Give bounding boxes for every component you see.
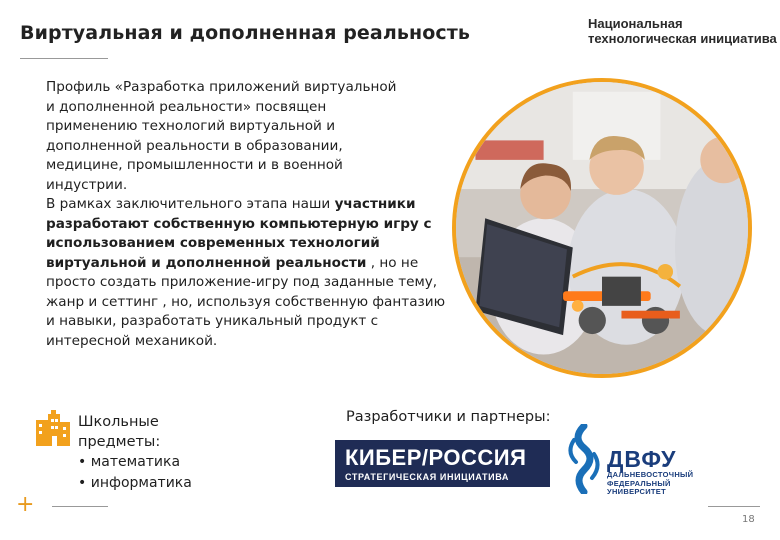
- description-line: и дополненной реальности» посвящен: [46, 98, 327, 115]
- page-number: 18: [742, 514, 755, 525]
- description-line: Профиль «Разработка приложений виртуальной: [46, 79, 397, 95]
- list-item: • информатика: [78, 473, 192, 494]
- nti-logo-line1: Национальная: [588, 16, 683, 31]
- description-line: дополненной реальности в образовании,: [46, 137, 343, 154]
- students-photo-illustration: [456, 82, 748, 374]
- footer-rule-right: [708, 506, 760, 507]
- school-building-icon: [36, 410, 70, 446]
- fefu-logo-line2: ФЕДЕРАЛЬНЫЙ: [607, 478, 671, 488]
- paragraph-intro: В рамках заключительного этапа наши: [46, 196, 335, 212]
- school-subjects: [78, 412, 192, 494]
- paragraph-rest: , но не просто создать приложение-игру под заданные тему, жанр и сеттинг , но, используя собственную фантазию и навыки, разработать уникальный продукт с интересной механикой.: [46, 254, 446, 349]
- partners-label: Разработчики и партнеры:: [346, 409, 551, 425]
- plus-icon: +: [16, 492, 35, 517]
- fefu-wave-icon: [566, 424, 604, 494]
- title-underline: [20, 58, 108, 59]
- fefu-logo: [607, 448, 693, 497]
- description-line: индустрии.: [46, 176, 128, 193]
- students-photo: [452, 78, 752, 378]
- fefu-logo-line3: УНИВЕРСИТЕТ: [607, 487, 666, 496]
- cyber-logo-sub: СТРАТЕГИЧЕСКАЯ ИНИЦИАТИВА: [345, 472, 509, 482]
- description-paragraph-2: [46, 195, 446, 351]
- slide-title: Виртуальная и дополненная реальность: [20, 22, 470, 44]
- description-line: медицине, промышленности и в военной: [46, 157, 343, 173]
- nti-logo-line2: технологическая инициатива: [588, 31, 777, 46]
- subjects-heading-line1: Школьные: [78, 414, 159, 430]
- footer-rule-left: [52, 506, 108, 507]
- paragraph-highlight: участники разработают собственную компьютерную игру с использованием современных технологий виртуальной и дополненной реальности: [46, 196, 432, 271]
- subjects-heading-line2: предметы:: [78, 434, 161, 450]
- nti-logo: [588, 16, 777, 46]
- cyber-russia-logo: [335, 440, 550, 487]
- list-item: • математика: [78, 452, 192, 473]
- profile-description: [46, 78, 446, 351]
- fefu-logo-title: ДВФУ: [607, 446, 677, 472]
- fefu-logo-line1: ДАЛЬНЕВОСТОЧНЫЙ: [607, 470, 694, 479]
- description-line: применению технологий виртуальной и: [46, 118, 336, 134]
- cyber-logo-main: КИБЕР/РОССИЯ: [345, 445, 527, 470]
- subjects-list: [78, 452, 192, 494]
